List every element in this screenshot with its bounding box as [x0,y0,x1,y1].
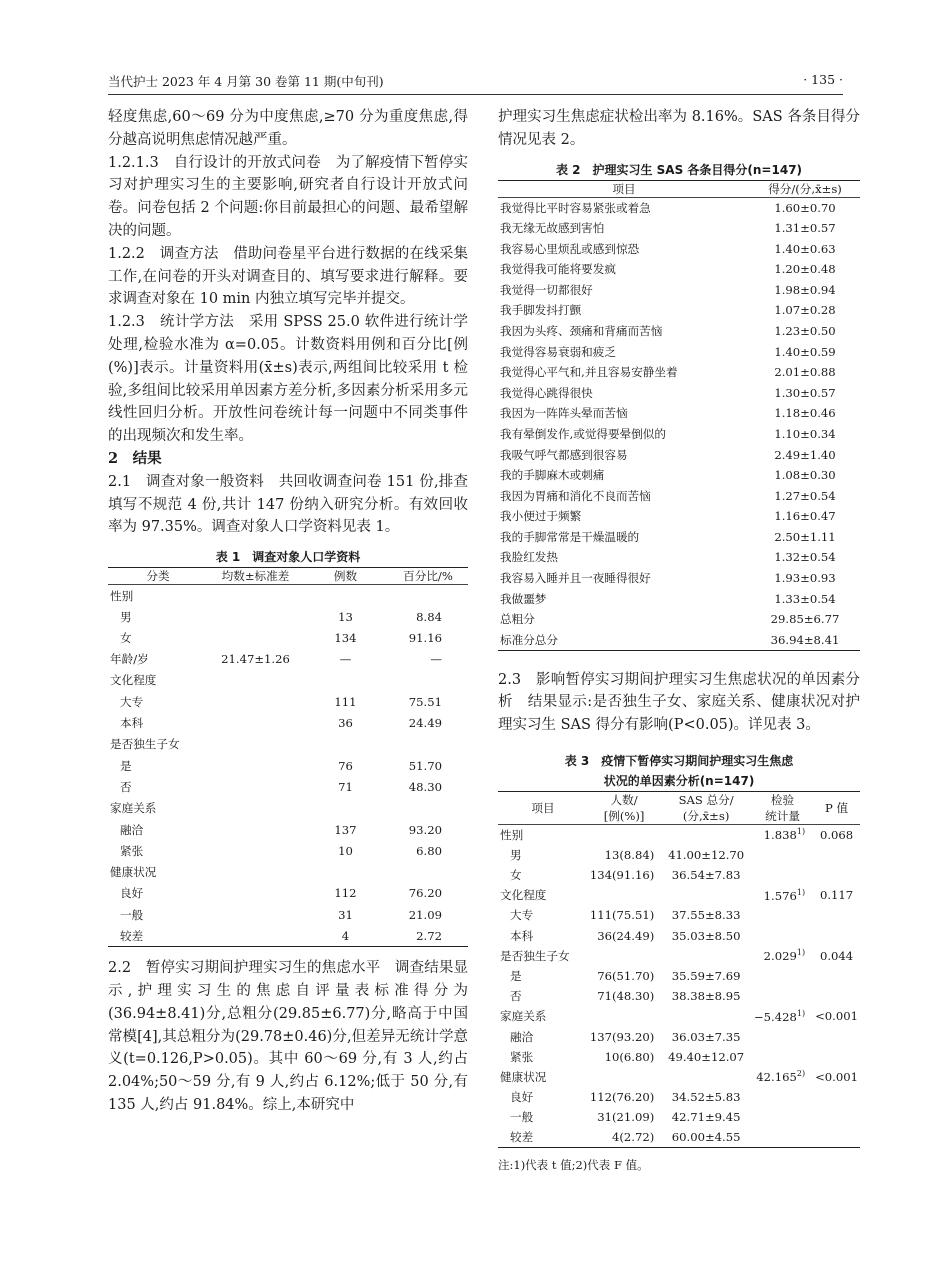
t3-header-p: P 值 [813,792,860,825]
t1-row [108,819,468,840]
t3-header-item: 项目 [498,792,588,825]
t1-cell [208,712,303,733]
t3-cell: 健康状况 [500,1069,547,1084]
t1-cell: 137 [334,822,357,837]
t3-cell: 融洽 [510,1029,534,1044]
t3-cell: 大专 [510,908,534,923]
t3-cell [752,925,813,945]
t2-row [498,527,860,548]
t2-cell: 我容易心里烦乱或感到惊恐 [500,241,640,256]
t1-cell: 紧张 [120,843,144,858]
t3-stat-value: 1.576 [763,888,797,903]
t2-row [498,259,860,280]
t1-header: 百分比/% [388,568,468,585]
t3-cell [752,865,813,885]
t1-cell: 文化程度 [110,673,157,688]
t3-cell [752,1127,813,1147]
header-rule [108,94,843,95]
table-3-caption-line2: 状况的单因素分析(n=147) [603,774,755,789]
t2-cell: 1.30±0.57 [774,385,836,400]
t3-cell: 38.38±8.95 [671,989,741,1004]
t3-cell [660,1006,752,1026]
t1-cell: 21.47±1.26 [221,652,290,667]
t1-cell: 93.20 [408,822,442,837]
t3-cell [752,986,813,1006]
t3-cell [588,825,660,845]
t3-cell [752,1026,813,1046]
t2-cell: 我的手脚麻木或刺痛 [500,468,605,483]
t3-cell: 35.03±8.50 [671,928,741,943]
t2-cell: 1.40±0.59 [774,344,836,359]
t2-row [498,403,860,424]
t2-row [498,506,860,527]
t3-cell [660,946,752,966]
t1-cell [303,670,388,691]
section-2-1: 2.1 调查对象一般资料 共回收调查问卷 151 份,排查填写不规范 4 份,共计 147 份纳入研究分析。有效回收率为 97.35%。调查对象人口学资料见表 1。 [108,473,469,536]
t1-cell: 本科 [120,716,144,731]
t1-cell: 6.80 [416,843,442,858]
t1-cell: 48.30 [408,779,442,794]
t3-cell [660,825,752,845]
t1-cell: 71 [338,779,353,794]
t2-cell: 2.50±1.11 [774,529,836,544]
t3-cell: 性别 [500,827,524,842]
t2-cell: 我因为头疼、颈痛和背痛而苦恼 [500,323,663,338]
t3-cell: 是否独生子女 [500,948,570,963]
t2-cell: 1.16±0.47 [774,509,836,524]
t3-cell [660,1067,752,1087]
t1-cell: 否 [120,779,132,794]
t1-cell [208,862,303,883]
t1-cell: — [430,652,442,667]
t3-cell [813,925,860,945]
t3-cell: 49.40±12.07 [668,1049,745,1064]
t3-cell [588,1006,660,1026]
t2-cell: 我做噩梦 [500,591,547,606]
t3-row [498,865,860,885]
t2-cell: 我容易入睡并且一夜睡得很好 [500,571,651,586]
t1-cell: 31 [338,907,353,922]
t2-cell: 1.32±0.54 [774,550,836,565]
t1-cell [208,585,303,606]
t1-cell: 24.49 [408,716,442,731]
t1-row [108,712,468,733]
t3-cell [813,1026,860,1046]
t1-cell: 10 [338,843,353,858]
t1-row [108,734,468,755]
t2-cell: 1.18±0.46 [774,406,836,421]
t3-stat-value: 42.165 [756,1070,797,1085]
t2-row [498,630,860,651]
t2-cell: 我觉得容易衰弱和疲乏 [500,344,616,359]
t2-row [498,321,860,342]
t3-cell: 37.55±8.33 [671,908,741,923]
t1-header: 分类 [108,568,208,585]
t3-row [498,966,860,986]
t1-cell: — [339,652,352,667]
t1-cell [208,904,303,925]
t3-cell [752,825,813,845]
t1-cell [388,585,468,606]
t3-header-sas: SAS 总分/ (分,x̄±s) [660,792,752,825]
t3-cell [752,966,813,986]
t2-row [498,568,860,589]
t2-row [498,238,860,259]
t2-row [498,424,860,445]
t3-cell [588,946,660,966]
t3-cell [813,905,860,925]
t3-cell: 0.044 [819,948,854,963]
t3-cell: 良好 [510,1090,534,1105]
t2-cell: 1.27±0.54 [774,488,836,503]
t2-cell: 1.93±0.93 [774,571,836,586]
t3-stat-note: 1) [796,827,806,837]
t3-stat-value: 1.838 [763,828,797,843]
t1-header: 均数±标准差 [208,568,303,585]
t1-cell [208,840,303,861]
t1-cell [208,691,303,712]
t2-cell: 1.07±0.28 [774,303,836,318]
t3-cell: 是 [510,968,522,983]
t3-cell: 36(24.49) [597,928,655,943]
t1-cell: 家庭关系 [110,801,157,816]
t1-cell: 性别 [110,588,134,603]
t3-row [498,946,860,966]
t1-cell: 较差 [120,928,144,943]
right-column [498,106,860,1174]
t2-cell: 我脸红发热 [500,550,558,565]
t3-row [498,905,860,925]
t2-row [498,465,860,486]
section-2-2: 2.2 暂停实习期间护理实习生的焦虑水平 调查结果显示,护理实习生的焦虑自评量表标准得分为(36.94±8.41)分,总粗分(29.85±6.77)分,略高于中国常模[4],其总粗分为(29.78±0.46)分,但差异无统计学意义(t=0.126,P>0.05)。其中 60～69 分,有 3 人,约占 2.04%;50～59 分,有 9 人,约占 6.12%;低于 50 分,有 135 人,约占 91.84%。综上,本研究中 [108,960,469,1113]
t1-row [108,904,468,925]
t1-row [108,627,468,648]
t1-cell: 76.20 [408,886,442,901]
t2-row [498,362,860,383]
t1-cell [303,862,388,883]
t3-cell [588,885,660,905]
t1-cell: 2.72 [416,928,442,943]
t3-cell [660,885,752,905]
paragraph-anxiety-grades: 轻度焦虑,60～69 分为中度焦虑,≥70 分为重度焦虑,得分越高说明焦虑情况越严重。 [108,109,468,148]
t3-cell [752,905,813,925]
left-column [108,106,468,1117]
t1-row [108,691,468,712]
t2-row [498,197,860,218]
t2-row [498,382,860,403]
t3-cell: 41.00±12.70 [668,847,745,862]
t1-cell: 76 [338,758,353,773]
t1-cell [208,798,303,819]
page-number: · 135 · [803,72,843,87]
t3-cell: 34.52±5.83 [671,1090,741,1105]
t3-stat-value: −5.428 [753,1009,797,1024]
t3-cell: 家庭关系 [500,1009,547,1024]
t1-cell: 一般 [120,907,144,922]
t2-cell: 29.85±6.77 [770,612,840,627]
t2-cell: 1.33±0.54 [774,591,836,606]
t3-stat-note: 1) [796,1008,806,1018]
t3-cell [813,966,860,986]
t2-header: 项目 [498,180,750,197]
t3-row [498,1006,860,1026]
t2-cell: 36.94±8.41 [770,632,840,647]
t1-cell: 是否独生子女 [110,737,180,752]
t1-cell: 13 [338,609,353,624]
t1-cell: 大专 [120,694,144,709]
t2-header: 得分/(分,x̄±s) [750,180,860,197]
t2-cell: 1.98±0.94 [774,282,836,297]
t3-row [498,825,860,845]
t2-row [498,588,860,609]
t1-cell [208,883,303,904]
t1-row [108,670,468,691]
t3-cell [813,1047,860,1067]
t3-cell: 本科 [510,928,534,943]
t2-cell: 1.23±0.50 [774,323,836,338]
t1-cell [208,819,303,840]
t1-cell [388,734,468,755]
t1-row [108,862,468,883]
t1-cell [208,670,303,691]
t1-cell [208,606,303,627]
t3-cell: 女 [510,868,522,883]
t2-row [498,279,860,300]
table-1 [108,567,468,947]
t1-cell: 年龄/岁 [110,652,149,667]
t3-cell [813,1127,860,1147]
t1-row [108,755,468,776]
t3-cell: <0.001 [815,1009,858,1024]
t1-cell: 111 [334,694,357,709]
t1-cell: 134 [334,630,357,645]
t3-cell [752,946,813,966]
t3-cell [752,1107,813,1127]
t2-cell: 我觉得心平气和,并且容易安静坐着 [500,365,678,380]
t3-stat-value: 2.029 [763,949,797,964]
t1-cell: 是 [120,758,132,773]
t3-cell: 36.03±7.35 [671,1029,741,1044]
t1-cell [208,734,303,755]
section-2-heading: 2 结果 [108,449,162,467]
t3-row [498,986,860,1006]
t2-cell: 我的手脚常常是干燥温暖的 [500,529,640,544]
t3-cell: 紧张 [510,1049,534,1064]
t3-cell: 31(21.09) [597,1110,655,1125]
t3-cell [813,1087,860,1107]
t1-cell [303,585,388,606]
t2-cell: 1.40±0.63 [774,241,836,256]
t1-cell [208,627,303,648]
t3-cell: 一般 [510,1110,534,1125]
t3-cell: 0.068 [819,827,854,842]
t1-cell: 男 [120,609,132,624]
t2-row [498,485,860,506]
table-1-caption: 表 1 调查对象人口学资料 [215,550,361,565]
t2-cell: 我因为胃痛和消化不良而苦恼 [500,488,651,503]
t1-cell [388,862,468,883]
t3-cell: 较差 [510,1130,534,1145]
t3-cell [813,865,860,885]
table-3-note: 注:1)代表 t 值;2)代表 F 值。 [498,1158,649,1173]
t3-row [498,1107,860,1127]
t3-cell: 71(48.30) [597,989,655,1004]
t1-cell [208,755,303,776]
t2-row [498,609,860,630]
t2-cell: 2.01±0.88 [774,365,836,380]
t3-cell [752,1006,813,1026]
t2-cell: 2.49±1.40 [774,447,836,462]
t3-cell [752,1067,813,1087]
t3-cell: 否 [510,989,522,1004]
t1-cell [303,734,388,755]
t3-cell [813,845,860,865]
t3-cell [813,1107,860,1127]
t3-row [498,885,860,905]
t1-cell: 75.51 [408,694,442,709]
t3-cell [752,1087,813,1107]
section-1-2-3: 1.2.3 统计学方法 采用 SPSS 25.0 软件进行统计学处理,检验水准为 α=0.05。计数资料用例和百分比[例(%)]表示。计量资料用(x̄±s)表示,两组间比较采用 t 检验,多组间比较采用单因素方差分析,多因素分析采用多元线性回归分析。开放性问卷统计每一问题中不同类事件的出现频次和发生率。 [108,314,469,445]
t3-cell: 137(93.20) [589,1029,655,1044]
t1-row [108,925,468,946]
t2-cell: 我觉得心跳得很快 [500,385,593,400]
t3-row [498,1127,860,1147]
t2-row [498,341,860,362]
t2-cell: 1.31±0.57 [774,220,836,235]
section-1-2-2: 1.2.2 调查方法 借助问卷星平台进行数据的在线采集工作,在问卷的开头对调查目的、填写要求进行解释。要求调查对象在 10 min 内独立填写完毕并提交。 [108,245,469,308]
t2-cell: 1.20±0.48 [774,262,836,277]
t2-cell: 我无缘无故感到害怕 [500,220,605,235]
t2-cell: 标准分总分 [500,632,558,647]
t2-row [498,300,860,321]
t1-cell: 4 [341,928,350,943]
t1-cell [388,798,468,819]
t2-cell: 1.08±0.30 [774,468,836,483]
t2-cell: 我吸气呼气都感到很容易 [500,447,628,462]
t3-cell: 134(91.16) [589,868,655,883]
t3-stat-note: 1) [796,887,806,897]
t1-cell: 良好 [120,886,144,901]
t3-row [498,1067,860,1087]
t2-row [498,444,860,465]
t1-cell [208,776,303,797]
t3-row [498,925,860,945]
t3-header-n: 人数/ [例(%)] [588,792,660,825]
t1-row [108,649,468,670]
t2-cell: 我因为一阵阵头晕而苦恼 [500,406,628,421]
t3-cell [588,1067,660,1087]
t2-cell: 我觉得比平时容易紧张或着急 [500,200,651,215]
t1-cell: 融洽 [120,822,144,837]
t3-cell: 112(76.20) [589,1090,655,1105]
t3-cell: 文化程度 [500,888,547,903]
t1-cell: 8.84 [416,609,442,624]
t2-cell: 我觉得一切都很好 [500,282,593,297]
t3-cell: 60.00±4.55 [671,1130,741,1145]
t3-stat-note: 2) [796,1069,806,1079]
t2-cell: 1.10±0.34 [774,426,836,441]
t3-cell [752,1047,813,1067]
t1-row [108,606,468,627]
section-2-3: 2.3 影响暂停实习期间护理实习生焦虑状况的单因素分析 结果显示:是否独生子女、家庭关系、健康状况对护理实习生 SAS 得分有影响(P<0.05)。详见表 3。 [498,671,861,734]
section-1-2-1-3: 1.2.1.3 自行设计的开放式问卷 为了解疫情下暂停实习对护理实习生的主要影响,研究者自行设计开放式问卷。问卷包括 2 个问题:你目前最担心的问题、最希望解决的问题。 [108,154,469,239]
t1-row [108,776,468,797]
t1-header: 例数 [303,568,388,585]
t3-cell: 4(2.72) [612,1130,655,1145]
t3-cell: 10(6.80) [604,1049,655,1064]
t1-row [108,883,468,904]
t3-stat-note: 1) [796,948,806,958]
t1-cell: 51.70 [408,758,442,773]
journal-info: 当代护士 2023 年 4 月第 30 卷第 11 期(中旬刊) [108,74,384,89]
t3-cell: 13(8.84) [604,847,655,862]
t3-cell: 0.117 [819,888,854,903]
t2-cell: 我觉得我可能将要发疯 [500,262,616,277]
t1-row [108,798,468,819]
table-2 [498,180,860,651]
t1-cell: 91.16 [408,630,442,645]
t2-cell: 总粗分 [500,612,535,627]
table-3-caption: 表 3 疫情下暂停实习期间护理实习生焦虑 [564,754,794,769]
t2-row [498,547,860,568]
t3-row [498,1047,860,1067]
t1-cell: 健康状况 [110,865,157,880]
t2-row [498,218,860,239]
t3-cell: 42.71±9.45 [671,1110,741,1125]
t3-cell [813,986,860,1006]
t3-cell: 111(75.51) [589,908,655,923]
t1-cell [388,670,468,691]
t2-cell: 1.60±0.70 [774,200,836,215]
paragraph-detection-rate: 护理实习生焦虑症状检出率为 8.16%。SAS 各条目得分情况见表 2。 [498,109,860,148]
t2-cell: 我小便过于频繁 [500,509,582,524]
table-3 [498,791,860,1148]
t2-cell: 我手脚发抖打颤 [500,303,582,318]
t1-cell [208,925,303,946]
t1-row [108,585,468,606]
t1-cell: 21.09 [408,907,442,922]
t1-cell [303,798,388,819]
t3-cell: 36.54±7.83 [671,868,741,883]
t3-row [498,845,860,865]
t3-header-stat: 检验 统计量 [752,792,813,825]
t1-cell: 112 [334,886,357,901]
t1-row [108,840,468,861]
t3-cell [752,845,813,865]
t2-cell: 我有晕倒发作,或觉得要晕倒似的 [500,426,666,441]
t3-cell: 76(51.70) [597,968,655,983]
t3-cell: 男 [510,847,522,862]
t3-cell: 35.59±7.69 [671,968,741,983]
t3-row [498,1026,860,1046]
t3-cell [752,885,813,905]
t1-cell: 36 [338,716,353,731]
t3-cell: <0.001 [815,1069,858,1084]
table-2-caption: 表 2 护理实习生 SAS 各条目得分(n=147) [555,162,803,177]
t3-row [498,1087,860,1107]
t1-cell: 女 [120,630,132,645]
